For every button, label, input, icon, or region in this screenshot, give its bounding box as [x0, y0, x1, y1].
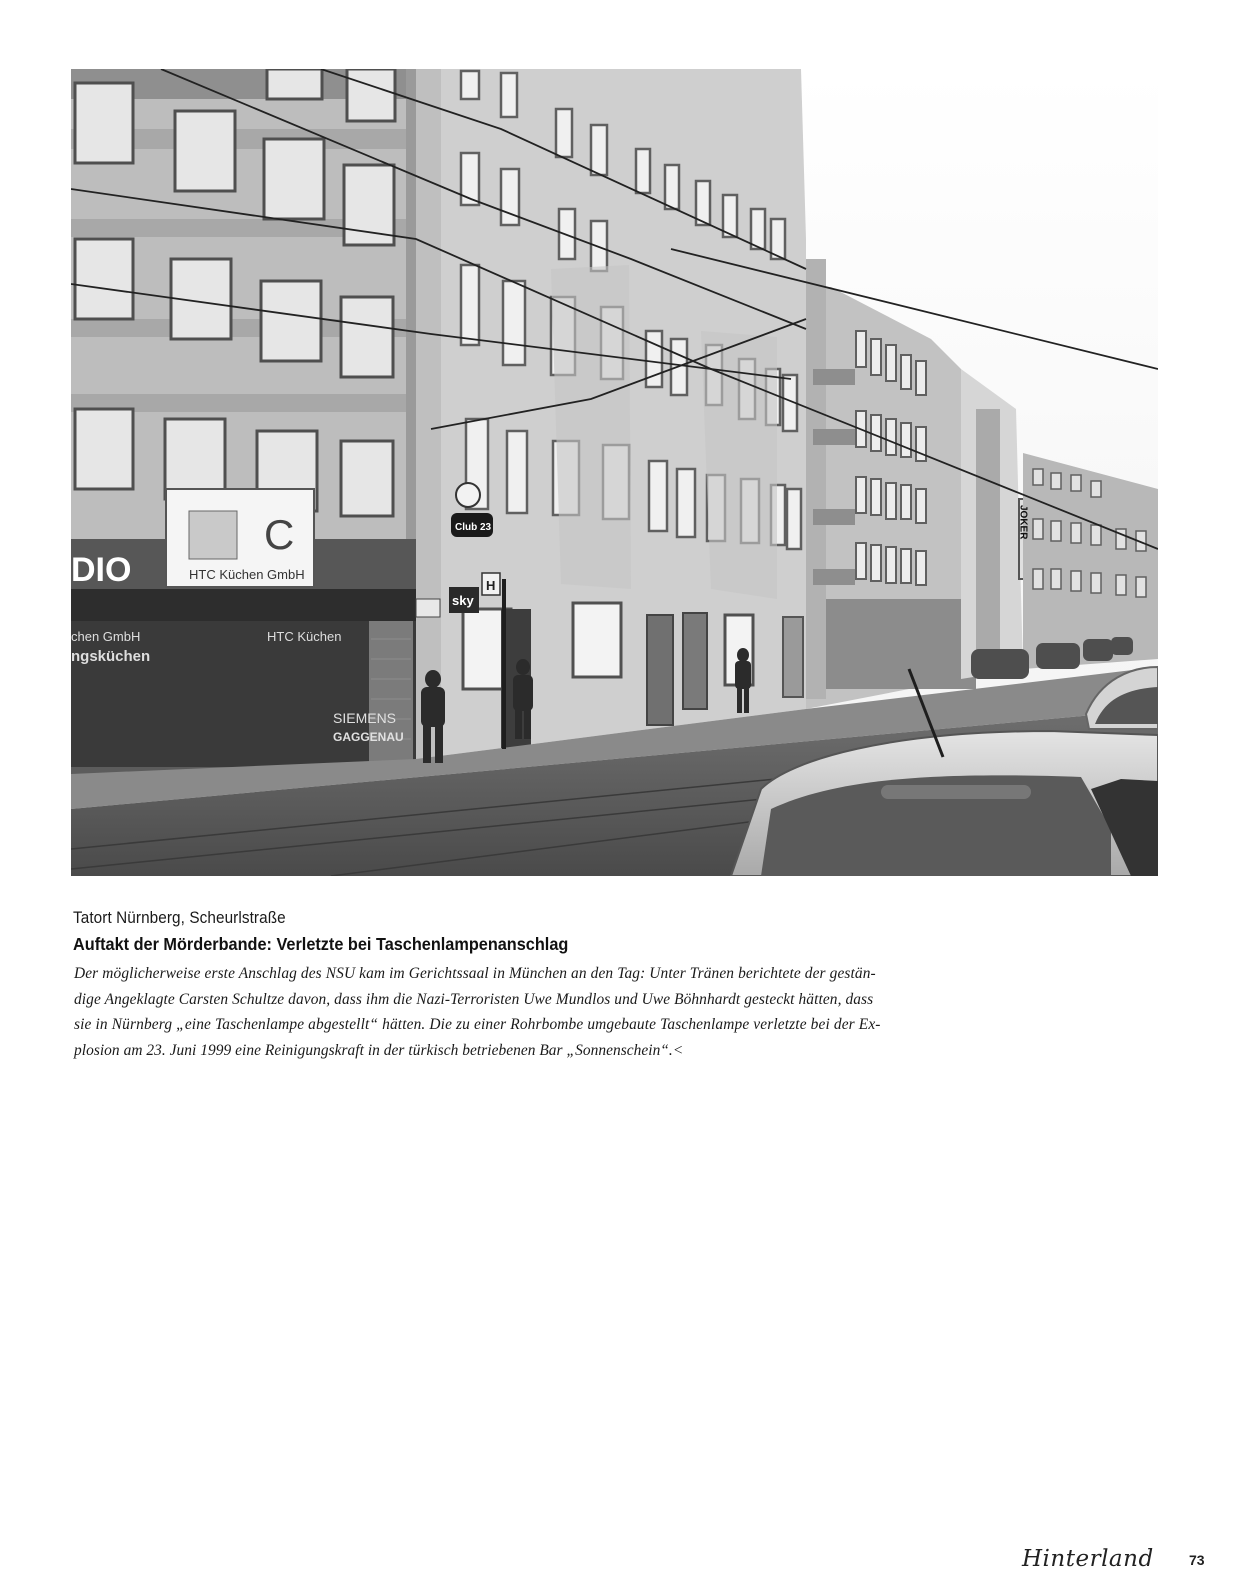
street-photo [71, 69, 1158, 876]
caption-line: Der möglicherweise erste Anschlag des NSU kam im Gerichtssaal in München an den Tag: Unter Tränen berichtete der gestän- [74, 965, 876, 982]
htc-logo-text: HTC Küchen GmbH [189, 567, 305, 582]
caption-body [74, 961, 986, 1063]
vertical-sign: JOKER [1017, 505, 1029, 540]
caption-place: Tatort Nürnberg, Scheurlstraße [73, 908, 286, 927]
bus-stop-sign: H [486, 578, 496, 593]
caption-line: sie in Nürnberg „eine Taschenlampe abgestellt“ hätten. Die zu einer Rohrbombe umgebaute Taschenlampe verletzte bei der Ex- [74, 1016, 881, 1033]
caption-line: dige Angeklagte Carsten Schultze davon, dass ihm die Nazi-Terroristen Uwe Mundlos und Uwe Böhnhardt gesteckt hätten, dass [74, 990, 874, 1008]
club-sign: Club 23 [455, 522, 492, 533]
studio-sign: DIO [71, 551, 132, 589]
window-text-3: HTC Küchen [267, 629, 342, 644]
street-scene [71, 69, 1158, 876]
sky-sign: sky [452, 593, 474, 608]
magazine-logo: Hinterland [1022, 1546, 1154, 1572]
caption-line: plosion am 23. Juni 1999 eine Reinigungskraft in der türkisch betriebenen Bar „Sonnenschein“.< [74, 1041, 684, 1059]
svg-text:C: C [264, 511, 295, 558]
window-text-4: SIEMENS [333, 710, 397, 726]
window-text-2: ngsküchen [71, 648, 151, 665]
caption-headline: Auftakt der Mörderbande: Verletzte bei Taschenlampenanschlag [73, 934, 569, 954]
window-text-1: chen GmbH [71, 629, 141, 644]
window-text-5: GAGGENAU [333, 730, 404, 744]
page-number: 73 [1189, 1552, 1205, 1568]
